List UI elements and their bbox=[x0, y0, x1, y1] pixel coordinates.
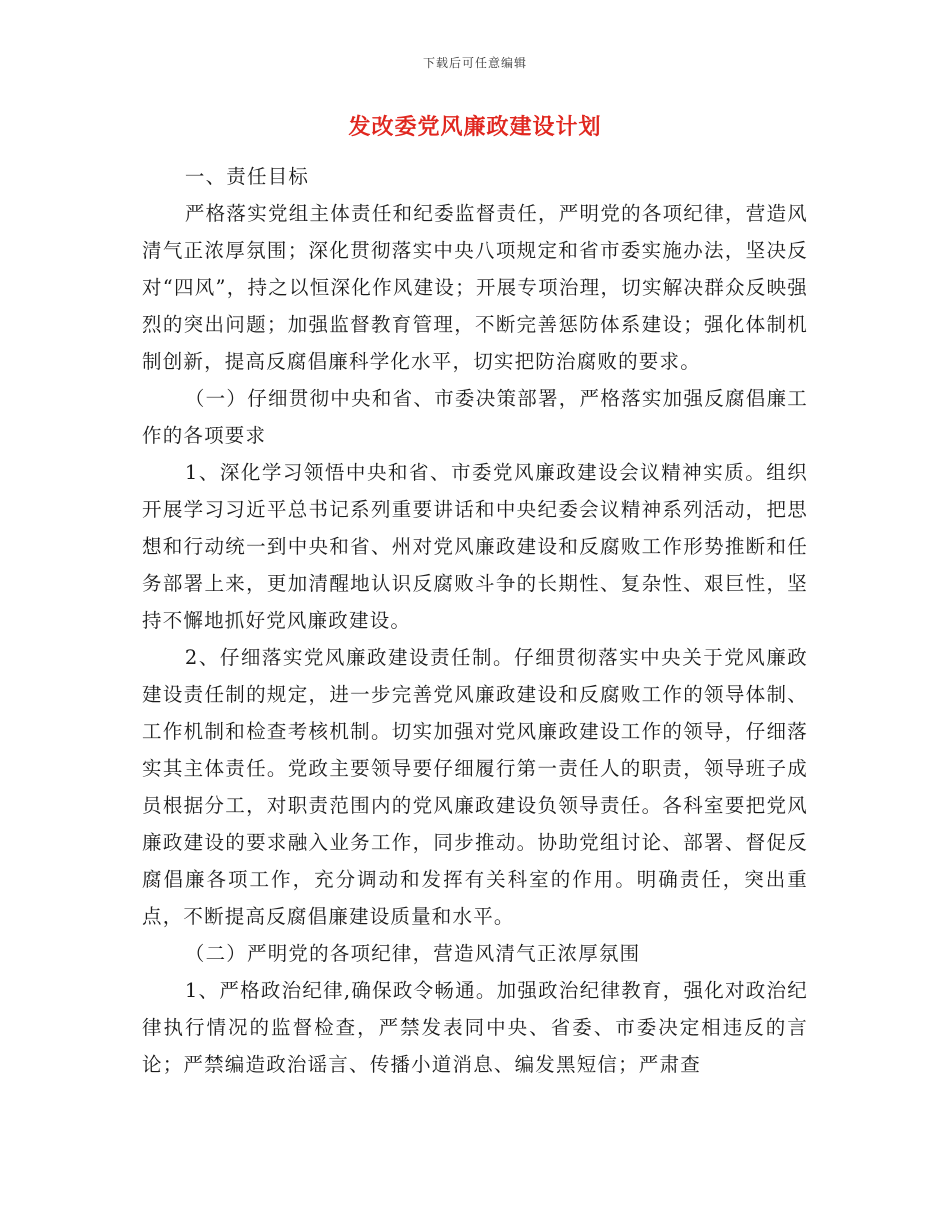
paragraph: 严格落实党组主体责任和纪委监督责任，严明党的各项纪律，营造风清气正浓厚氛围；深化贯彻落实中央八项规定和省市委实施办法，坚决反对“四风”，持之以恒深化作风建设；开展专项治理，切实解决群众反映强烈的突出问题；加强监督教育管理，不断完善惩防体系建设；强化体制机制创新，提高反腐倡廉科学化水平，切实把防治腐败的要求。 bbox=[142, 202, 808, 373]
section-heading: 一、责任目标 bbox=[184, 165, 310, 188]
header-note: 下载后可任意编辑 bbox=[422, 56, 527, 70]
paragraph: 1、深化学习领悟中央和省、市委党风廉政建设会议精神实质。组织开展学习习近平总书记系列重要讲话和中央纪委会议精神系列活动，把思想和行动统一到中央和省、州对党风廉政建设和反腐败工作形势推断和任务部署上来，更加清醒地认识反腐败斗争的长期性、复杂性、艰巨性，坚持不懈地抓好党风廉政建设。 bbox=[142, 461, 808, 632]
paragraph: 2、仔细落实党风廉政建设责任制。仔细贯彻落实中央关于党风廉政建设责任制的规定，进一步完善党风廉政建设和反腐败工作的领导体制、工作机制和检查考核机制。切实加强对党风廉政建设工作的领导，仔细落实其主体责任。党政主要领导要仔细履行第一责任人的职责，领导班子成员根据分工，对职责范围内的党风廉政建设负领导责任。各科室要把党风廉政建设的要求融入业务工作，同步推动。协助党组讨论、部署、督促反腐倡廉各项工作，充分调动和发挥有关科室的作用。明确责任，突出重点，不断提高反腐倡廉建设质量和水平。 bbox=[142, 646, 808, 928]
subsection-heading: （二）严明党的各项纪律，营造风清气正浓厚氛围 bbox=[184, 942, 641, 965]
document-body bbox=[142, 158, 808, 1083]
document-title: 发改委党风廉政建设计划 bbox=[348, 114, 602, 140]
subsection-heading: （一）仔细贯彻中央和省、市委决策部署，严格落实加强反腐倡廉工作的各项要求 bbox=[142, 387, 808, 447]
paragraph: 1、严格政治纪律,确保政令畅通。加强政治纪律教育，强化对政治纪律执行情况的监督检查，严禁发表同中央、省委、市委决定相违反的言论；严禁编造政治谣言、传播小道消息、编发黑短信；严肃查 bbox=[142, 979, 808, 1076]
